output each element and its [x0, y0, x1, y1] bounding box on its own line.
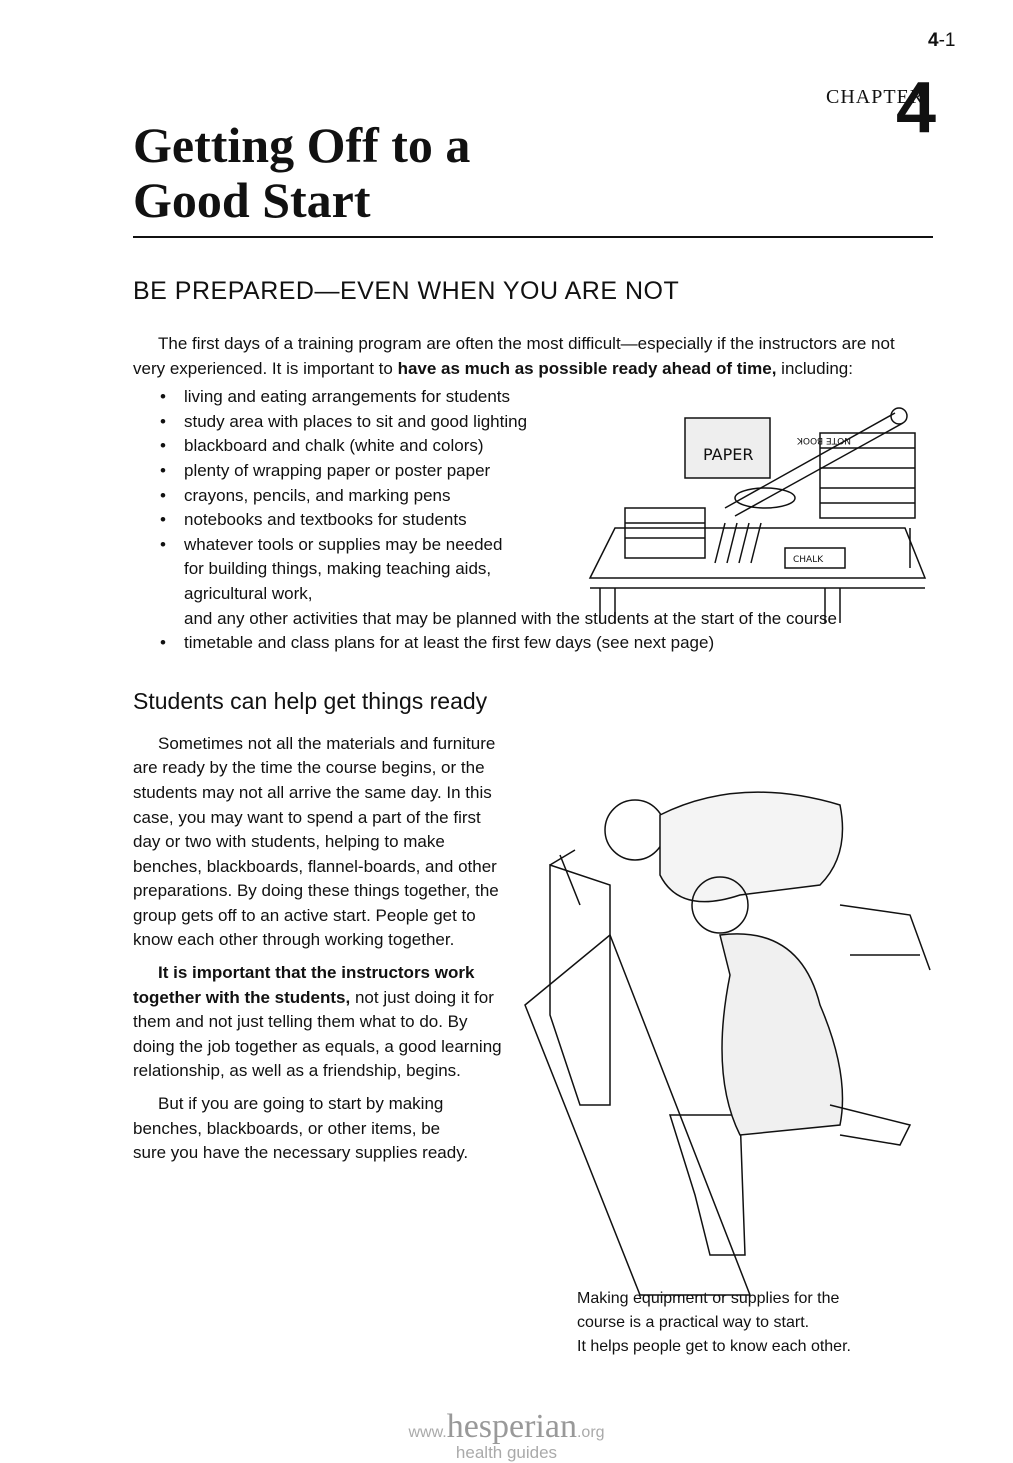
- list-item: • living and eating arrangements for students: [160, 385, 920, 410]
- list-item: • notebooks and textbooks for students: [160, 508, 920, 533]
- students-building-illustration: [520, 775, 935, 1300]
- illustration-caption: Making equipment or supplies for the course is a practical way to start. It helps people get to know each other.: [577, 1290, 851, 1355]
- paragraph: But if you are going to start by making benches, blackboards, or other items, be sure you have the necessary supplies ready.: [133, 1094, 469, 1163]
- list-item: • plenty of wrapping paper or poster paper: [160, 459, 920, 484]
- subheading: Students can help get things ready: [133, 687, 488, 714]
- supplies-list: [160, 385, 920, 656]
- intro-paragraph: The first days of a training program are often the most difficult—especially if the instructors are not very experienced. It is important to have as much as possible ready ahead of time, including:: [133, 334, 895, 378]
- page-title: Getting Off to a Good Start: [133, 117, 471, 228]
- chapter-label: CHAPTER: [826, 86, 925, 108]
- section-heading: BE PREPARED—EVEN WHEN YOU ARE NOT: [133, 277, 680, 305]
- notebook-label: NOTE BOOK: [797, 435, 851, 445]
- body-column: [133, 732, 503, 1166]
- paragraph: It is important that the instructors work together with the students, not just doing it for them and not just telling them what to do. By doing the job together as equals, a good learning relationship, as well as a friendship, begins.: [133, 963, 502, 1081]
- paper-label: PAPER: [703, 445, 754, 464]
- list-item: • crayons, pencils, and marking pens: [160, 484, 920, 509]
- chalk-label: CHALK: [793, 555, 824, 565]
- list-item: • whatever tools or supplies may be needed for building things, making teaching aids, agricultural work, and any other activities that may be planned with the students at the start of the course: [160, 533, 920, 631]
- list-item: • blackboard and chalk (white and colors): [160, 434, 920, 459]
- list-item: • timetable and class plans for at least the first few days (see next page): [160, 631, 920, 656]
- divider: [133, 236, 933, 238]
- chapter-number: 4: [896, 68, 937, 148]
- page-number: 4-1: [928, 30, 956, 51]
- paragraph: Sometimes not all the materials and furniture are ready by the time the course begins, or the students may not all arrive the same day. In this case, you may want to spend a part of the first day or two with students, helping to make benches, blackboards, flannel-boards, and other preparations. By doing these things together, the group gets off to an active start. People get to know each other through working together.: [133, 733, 499, 950]
- footer-watermark: www.hesperian.org health guides: [408, 1408, 605, 1462]
- list-item: • study area with places to sit and good lighting: [160, 410, 920, 435]
